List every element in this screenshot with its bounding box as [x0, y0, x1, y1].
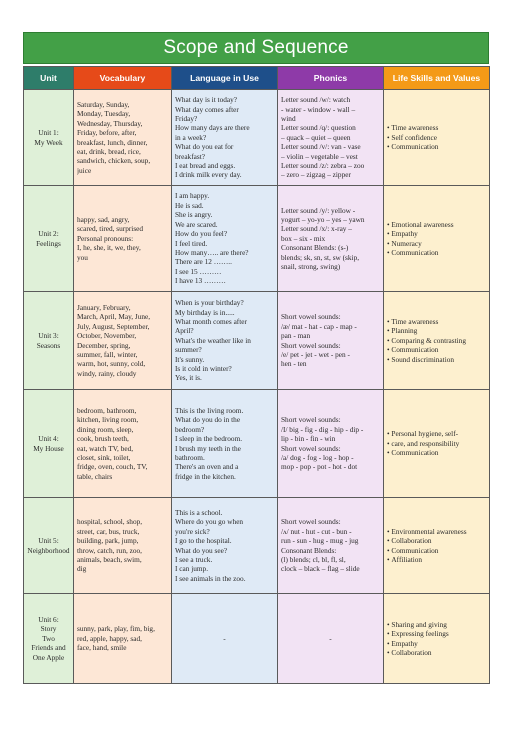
- language-cell: [172, 390, 278, 498]
- language-cell-line: This is a school.: [175, 507, 223, 517]
- phonics-cell-line: /æ/ mat - hat - cap - map -: [281, 321, 357, 331]
- vocabulary-cell-line: Wednesday, Thursday,: [77, 118, 143, 128]
- phonics-cell-line: Letter sound /z/: zebra – zoo: [281, 161, 365, 171]
- unit-cell-line: Unit 4:: [38, 434, 59, 444]
- phonics-cell-line: Letter sound /y/: yellow -: [281, 205, 356, 215]
- language-cell-line: How do you feel?: [175, 229, 228, 239]
- life-skills-cell: [384, 594, 490, 684]
- language-cell-line: What do you do in the: [175, 415, 241, 425]
- vocabulary-cell: [74, 186, 172, 292]
- vocabulary-cell-line: happy, sad, angry,: [77, 214, 130, 224]
- phonics-cell-line: Short vowel sounds:: [281, 517, 341, 527]
- language-cell-line: fridge in the kitchen.: [175, 471, 236, 481]
- vocabulary-cell-line: eat, drink, bread, rice,: [77, 146, 141, 156]
- language-cell-line: Where do you go when: [175, 517, 244, 527]
- phonics-cell-line: hen - ten: [281, 359, 307, 369]
- table-row: [24, 390, 490, 498]
- life-skills-cell-line: • Collaboration: [387, 648, 486, 657]
- unit-cell-line: Story: [40, 624, 57, 634]
- life-skills-cell-line: • Comparing & contrasting: [387, 336, 486, 345]
- unit-cell-line: My House: [33, 443, 64, 453]
- unit-cell-line: Unit 5:: [38, 536, 59, 546]
- vocabulary-cell-line: breakfast, lunch, dinner,: [77, 137, 148, 147]
- language-cell-line: bedroom?: [175, 424, 205, 434]
- phonics-cell-line: blends; sk, sn, st, sw (skip,: [281, 252, 360, 262]
- unit-cell-line: Seasons: [36, 340, 61, 350]
- vocabulary-cell: [74, 594, 172, 684]
- vocabulary-cell-line: building, park, jump,: [77, 536, 139, 546]
- language-cell-line: What day is it today?: [175, 95, 238, 105]
- vocabulary-cell-line: hospital, school, shop,: [77, 517, 143, 527]
- unit-cell-line: Unit 6:: [38, 614, 59, 624]
- phonics-cell-line: – zero – zigzag – zipper: [281, 170, 351, 180]
- phonics-cell-line: box – six - mix: [281, 233, 326, 243]
- language-cell-line: I have 13 ………: [175, 276, 226, 286]
- vocabulary-cell-line: July, August, September,: [77, 321, 150, 331]
- vocabulary-cell-line: throw, catch, run, zoo,: [77, 545, 142, 555]
- language-cell-line: This is the living room.: [175, 405, 244, 415]
- header-phonics: Phonics: [278, 67, 384, 90]
- language-cell: [172, 90, 278, 186]
- life-skills-cell-line: • Communication: [387, 142, 486, 151]
- phonics-cell-line: Consonant Blends: (s-): [281, 243, 349, 253]
- vocabulary-cell-line: warm, hot, sunny, cold,: [77, 359, 146, 369]
- vocabulary-cell-line: animals, beach, swim,: [77, 554, 142, 564]
- language-cell-line: We are scared.: [175, 219, 218, 229]
- phonics-cell-line: clock – black – flag – slide: [281, 564, 360, 574]
- unit-cell: [24, 498, 74, 594]
- phonics-cell-line: /a/ dog - fog - log - hop -: [281, 452, 354, 462]
- vocabulary-cell-line: red, apple, happy, sad,: [77, 633, 142, 643]
- life-skills-cell-line: • Collaboration: [387, 536, 486, 545]
- header-life-skills: Life Skills and Values: [384, 67, 490, 90]
- language-cell-line: I see 15 ………: [175, 266, 222, 276]
- language-cell-line: summer?: [175, 345, 202, 355]
- vocabulary-cell: [74, 498, 172, 594]
- vocabulary-cell-line: face, hand, smile: [77, 643, 127, 653]
- language-cell-line: I go to the hospital.: [175, 536, 232, 546]
- life-skills-cell-line: • Emotional awareness: [387, 220, 486, 229]
- life-skills-cell-line: • Communication: [387, 448, 486, 457]
- language-cell: [172, 186, 278, 292]
- unit-cell: [24, 292, 74, 390]
- language-cell-line: What month comes after: [175, 316, 247, 326]
- phonics-cell-line: Short vowel sounds:: [281, 312, 341, 322]
- life-skills-cell: [384, 390, 490, 498]
- unit-cell-line: Feelings: [36, 238, 61, 248]
- life-skills-cell-line: • Empathy: [387, 229, 486, 238]
- language-cell-line: There's an oven and a: [175, 462, 239, 472]
- life-skills-cell-line: • Communication: [387, 546, 486, 555]
- vocabulary-cell-line: you: [77, 252, 88, 262]
- phonics-cell: [278, 390, 384, 498]
- table-row: [24, 186, 490, 292]
- language-cell-line: When is your birthday?: [175, 298, 244, 308]
- vocabulary-cell-line: closet, sink, toilet,: [77, 452, 131, 462]
- phonics-cell-line: Consonant Blends:: [281, 545, 337, 555]
- life-skills-cell-line: • Communication: [387, 248, 486, 257]
- life-skills-cell-line: • Communication: [387, 345, 486, 354]
- phonics-cell-line: – quack – quiet – queen: [281, 132, 351, 142]
- vocabulary-cell-line: Friday, before, after,: [77, 128, 137, 138]
- scope-table: [23, 66, 490, 684]
- table-row: [24, 594, 490, 684]
- table-row: [24, 498, 490, 594]
- unit-cell: [24, 594, 74, 684]
- phonics-cell-line: Letter sound /q/: question: [281, 123, 356, 133]
- table-row: [24, 292, 490, 390]
- vocabulary-cell-line: January, February,: [77, 302, 131, 312]
- unit-cell-line: Unit 3:: [38, 331, 59, 341]
- language-cell-line: you're sick?: [175, 526, 210, 536]
- language-cell-line: What day comes after: [175, 104, 239, 114]
- table-row: [24, 90, 490, 186]
- phonics-cell-line: run - sun - hug - mug - jug: [281, 536, 359, 546]
- language-cell-line: Friday?: [175, 113, 198, 123]
- life-skills-cell-line: • Affiliation: [387, 555, 486, 564]
- header-row: [24, 67, 490, 90]
- phonics-cell-line: – violin – vegetable – vest: [281, 151, 358, 161]
- language-cell-line: My birthday is in.....: [175, 307, 235, 317]
- vocabulary-cell-line: scared, tired, surprised: [77, 224, 144, 234]
- language-cell-line: What do you eat for: [175, 142, 234, 152]
- vocabulary-cell-line: cook, brush teeth,: [77, 434, 129, 444]
- unit-cell-line: Unit 2:: [38, 229, 59, 239]
- life-skills-cell-line: • Expressing feelings: [387, 629, 486, 638]
- vocabulary-cell-line: dining room, sleep,: [77, 424, 134, 434]
- vocabulary-cell-line: March, April, May, June,: [77, 312, 151, 322]
- language-cell-line: bathroom.: [175, 452, 205, 462]
- vocabulary-cell-line: sunny, park, play, fim, big,: [77, 624, 155, 634]
- phonics-cell-line: mop - pop - pot - hot - dot: [281, 462, 358, 472]
- language-cell-line: I see a truck.: [175, 554, 213, 564]
- language-cell-line: Yes, it is.: [175, 373, 202, 383]
- life-skills-cell-line: • Planning: [387, 326, 486, 335]
- life-skills-cell-line: • Self confidence: [387, 133, 486, 142]
- unit-cell: [24, 90, 74, 186]
- unit-cell-line: Neighborhood: [27, 545, 70, 555]
- phonics-cell-line: Short vowel sounds:: [281, 340, 341, 350]
- vocabulary-cell: [74, 292, 172, 390]
- language-cell-line: in a week?: [175, 132, 207, 142]
- vocabulary-cell-line: bedroom, bathroom,: [77, 405, 137, 415]
- vocabulary-cell-line: Personal pronouns:: [77, 233, 134, 243]
- life-skills-cell-line: • Numeracy: [387, 239, 486, 248]
- vocabulary-cell: [74, 390, 172, 498]
- vocabulary-cell-line: kitchen, living room,: [77, 415, 139, 425]
- phonics-cell-line: Short vowel sounds:: [281, 415, 341, 425]
- language-cell-line: How many days are there: [175, 123, 250, 133]
- phonics-cell-line: - water - window - wall –: [281, 104, 356, 114]
- life-skills-cell: [384, 90, 490, 186]
- life-skills-cell-line: • Sharing and giving: [387, 620, 486, 629]
- phonics-cell: [278, 90, 384, 186]
- unit-cell-line: Friends and: [31, 643, 66, 653]
- language-cell-line: I drink milk every day.: [175, 170, 242, 180]
- unit-cell-line: Unit 1:: [38, 128, 59, 138]
- life-skills-cell: [384, 186, 490, 292]
- life-skills-cell-line: • Environmental awareness: [387, 527, 486, 536]
- phonics-cell-line: /e/ pet - jet - wet - pen -: [281, 349, 350, 359]
- phonics-cell-line: Short vowel sounds:: [281, 443, 341, 453]
- language-cell: -: [172, 594, 278, 684]
- vocabulary-cell-line: Monday, Tuesday,: [77, 109, 131, 119]
- language-cell-line: What do you see?: [175, 545, 228, 555]
- language-cell-line: What's the weather like in: [175, 335, 251, 345]
- header-language-in-use: Language in Use: [172, 67, 278, 90]
- language-cell: [172, 292, 278, 390]
- phonics-cell-line: snail, strong, swing): [281, 262, 341, 272]
- phonics-cell-line: lip - bin - fin - win: [281, 434, 336, 444]
- phonics-cell: [278, 292, 384, 390]
- phonics-cell-line: /I/ big - fig - dig - hip - dip -: [281, 424, 364, 434]
- language-cell-line: There are 12 ……..: [175, 257, 232, 267]
- phonics-cell-line: Letter sound /x/: x-ray –: [281, 224, 352, 234]
- vocabulary-cell-line: fridge, oven, couch, TV,: [77, 462, 148, 472]
- language-cell-line: I brush my teeth in the: [175, 443, 241, 453]
- phonics-cell-line: Letter sound /w/: watch: [281, 95, 351, 105]
- life-skills-cell: [384, 498, 490, 594]
- vocabulary-cell-line: eat, watch TV, bed,: [77, 443, 134, 453]
- vocabulary-cell-line: windy, rainy, cloudy: [77, 368, 137, 378]
- language-cell-line: How many….. are there?: [175, 247, 249, 257]
- language-cell-line: She is angry.: [175, 210, 213, 220]
- phonics-cell: [278, 186, 384, 292]
- life-skills-cell-line: • Time awareness: [387, 123, 486, 132]
- unit-cell-line: One Apple: [32, 652, 65, 662]
- phonics-cell: [278, 498, 384, 594]
- vocabulary-cell-line: December, spring,: [77, 340, 131, 350]
- phonics-cell: -: [278, 594, 384, 684]
- language-cell-line: It's sunny.: [175, 354, 205, 364]
- title-banner: [23, 32, 489, 64]
- unit-cell: [24, 186, 74, 292]
- life-skills-cell-line: • care, and responsibility: [387, 439, 486, 448]
- vocabulary-cell-line: table, chairs: [77, 471, 113, 481]
- phonics-cell-line: /ʌ/ nut - hut - cut - bun -: [281, 526, 352, 536]
- phonics-cell-line: Letter sound /v/: van - vase: [281, 142, 361, 152]
- header-unit: Unit: [24, 67, 74, 90]
- vocabulary-cell-line: dig: [77, 564, 87, 574]
- header-vocabulary: Vocabulary: [74, 67, 172, 90]
- life-skills-cell: [384, 292, 490, 390]
- vocabulary-cell-line: Saturday, Sunday,: [77, 99, 130, 109]
- phonics-cell-line: yogurt – yo-yo – yes – yawn: [281, 214, 365, 224]
- life-skills-cell-line: • Empathy: [387, 639, 486, 648]
- language-cell-line: I feel tired.: [175, 238, 208, 248]
- unit-cell-line: Two: [42, 633, 55, 643]
- vocabulary-cell-line: October, November,: [77, 331, 137, 341]
- language-cell-line: I eat bread and eggs.: [175, 161, 236, 171]
- vocabulary-cell-line: juice: [77, 165, 92, 175]
- language-cell-line: He is sad.: [175, 200, 204, 210]
- unit-cell-line: My Week: [34, 137, 63, 147]
- life-skills-cell-line: • Personal hygiene, self-: [387, 429, 486, 438]
- vocabulary-cell: [74, 90, 172, 186]
- phonics-cell-line: (l) blends; cl, bl, fl, sl,: [281, 554, 346, 564]
- language-cell-line: breakfast?: [175, 151, 205, 161]
- language-cell: [172, 498, 278, 594]
- language-cell-line: April?: [175, 326, 194, 336]
- unit-cell: [24, 390, 74, 498]
- vocabulary-cell-line: street, car, bus, truck,: [77, 526, 140, 536]
- language-cell-line: I see animals in the zoo.: [175, 573, 246, 583]
- vocabulary-cell-line: I, he, she, it, we, they,: [77, 243, 141, 253]
- life-skills-cell-line: • Sound discrimination: [387, 355, 486, 364]
- language-cell-line: I sleep in the bedroom.: [175, 434, 243, 444]
- language-cell-line: I am happy.: [175, 191, 210, 201]
- table-body: [24, 90, 490, 684]
- phonics-cell-line: wind: [281, 113, 296, 123]
- life-skills-cell-line: • Time awareness: [387, 317, 486, 326]
- vocabulary-cell-line: summer, fall, winter,: [77, 349, 138, 359]
- page-title: Scope and Sequence: [163, 37, 349, 58]
- language-cell-line: I can jump.: [175, 564, 209, 574]
- vocabulary-cell-line: sandwich, chicken, soup,: [77, 156, 151, 166]
- phonics-cell-line: pan - man: [281, 331, 311, 341]
- language-cell-line: Is it cold in winter?: [175, 364, 232, 374]
